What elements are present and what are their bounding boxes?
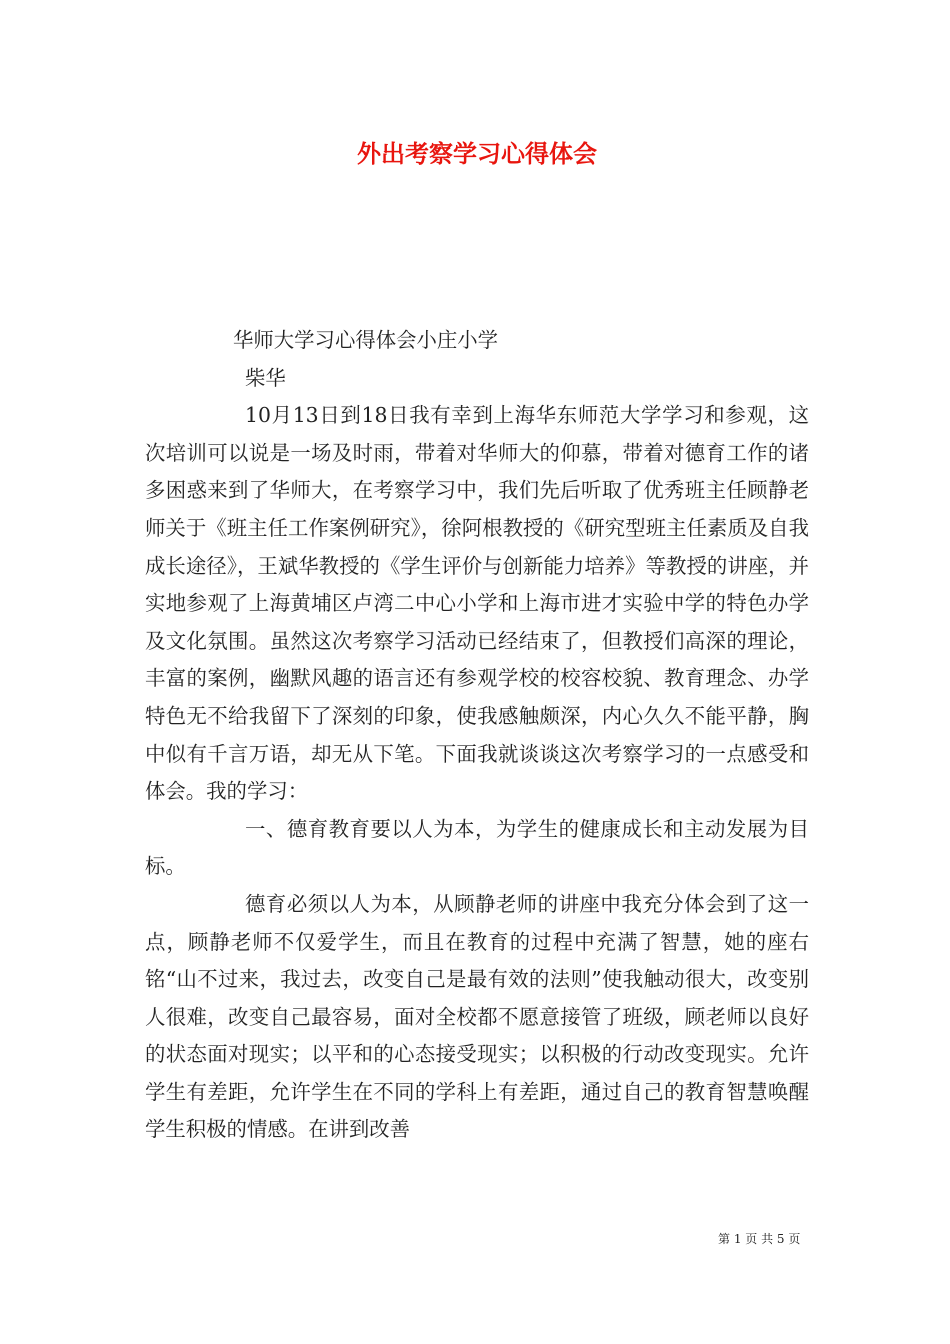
paragraph-3: 德育必须以人为本，从顾静老师的讲座中我充分体会到了这一点，顾静老师不仅爱学生，而且在教育的过程中充满了智慧，她的座右铭“山不过来，我过去，改变自己是最有效的法则”使我触动很大，改变别人很难，改变自己最容易，面对全校都不愿意接管了班级，顾老师以良好的状态面对现实；以平和的心态接受现实；以积极的行动改变现实。允许学生有差距，允许学生在不同的学科上有差距，通过自己的教育智慧唤醒学生积极的情感。在讲到改善: [145, 891, 809, 1142]
document-body: [145, 322, 809, 1149]
page-footer: 第 1 页 共 5 页: [718, 1232, 801, 1246]
document-author: 柴华: [245, 365, 286, 390]
document-subtitle: 华师大学习心得体会小庄小学: [233, 328, 499, 352]
document-title-text: 外出考察学习心得体会: [357, 139, 597, 168]
paragraph-1: 10月13日到18日我有幸到上海华东师范大学学习和参观，这次培训可以说是一场及时雨，带着对华师大的仰慕，带着对德育工作的诸多困惑来到了华师大，在考察学习中，我们先后听取了优秀班主任顾静老师关于《班主任工作案例研究》，徐阿根教授的《研究型班主任素质及自我成长途径》，王斌华教授的《学生评价与创新能力培养》等教授的讲座，并实地参观了上海黄埔区卢湾二中心小学和上海市进才实验中学的特色办学及文化氛围。虽然这次考察学习活动已经结束了，但教授们高深的理论，丰富的案例，幽默风趣的语言还有参观学校的校容校貌、教育理念、办学特色无不给我留下了深刻的印象，使我感触颇深，内心久久不能平静，胸中似有千言万语，却无从下笔。下面我就谈谈这次考察学习的一点感受和体会。我的学习：: [145, 403, 809, 804]
document-title: [0, 134, 950, 169]
paragraph-2: 一、德育教育要以人为本，为学生的健康成长和主动发展为目标。: [145, 816, 809, 879]
